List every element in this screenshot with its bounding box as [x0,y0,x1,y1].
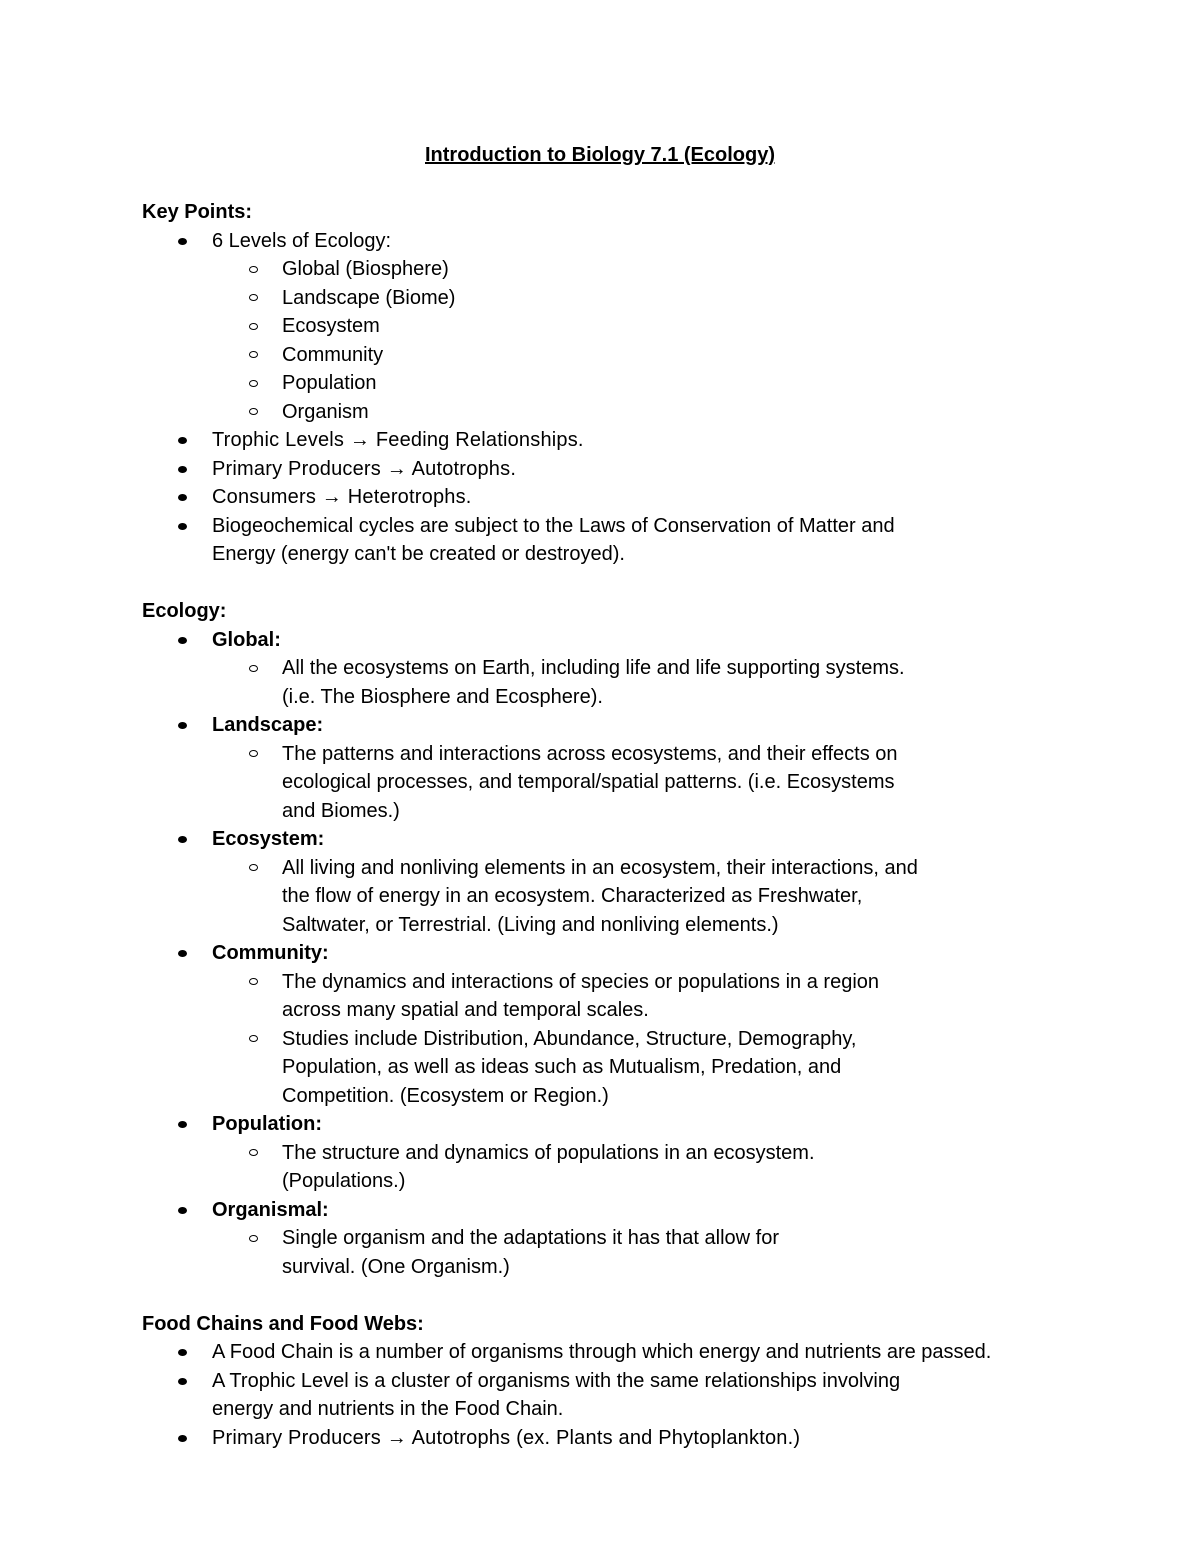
ecology-entry-ecosystem [142,825,1058,939]
food-chains-heading: Food Chains and Food Webs: [142,1312,424,1335]
sub-list-item: All the ecosystems on Earth, including life and life supporting systems. (i.e. The Biosphere and Ecosphere). [212,654,908,711]
sub-list-item: Global (Biosphere) [212,255,1058,284]
levels-label: 6 Levels of Ecology: [212,229,391,252]
sub-list-item: Ecosystem [212,312,1058,341]
term-label: Organismal: [212,1198,329,1221]
notes-sublist [142,740,1058,826]
list-item: Trophic Levels → Feeding Relationships. [142,426,1058,455]
list-item: Primary Producers → Autotrophs. [142,455,1058,484]
ecology-entry-global [142,626,1058,712]
sub-list-item: Community [212,341,1058,370]
sub-list-item: Organism [212,398,1058,427]
list-item: A Food Chain is a number of organisms through which energy and nutrients are passed. [142,1338,1058,1367]
ecology-entry-population [142,1110,1058,1196]
ecology-entry-landscape [142,711,1058,825]
sub-list-item: Landscape (Biome) [212,284,1058,313]
sub-list-item: The structure and dynamics of populations in an ecosystem. (Populations.) [212,1139,918,1196]
term-label: Population: [212,1113,322,1135]
list-item: A Trophic Level is a cluster of organisms with the same relationships involving energy and nutrients in the Food Chain. [142,1367,1058,1424]
key-points-list [142,227,1058,569]
list-item: Consumers → Heterotrophs. [142,483,1058,512]
document-title: Introduction to Biology 7.1 (Ecology) [425,144,775,166]
notes-sublist [142,1139,1058,1196]
list-item: Biogeochemical cycles are subject to the Laws of Conservation of Matter and Energy (energy can't be created or destroyed). [142,512,1058,569]
ecology-entry-community [142,939,1058,1110]
sub-list-item: Population [212,369,1058,398]
sub-list-item: All living and nonliving elements in an ecosystem, their interactions, and the flow of energy in an ecosystem. Characterized as Freshwater, Saltwater, or Terrestrial. (Living and nonliving elements.) [212,854,918,940]
notes-sublist [142,968,1058,1111]
sub-list-item: Single organism and the adaptations it has that allow for survival. (One Organism.) [212,1224,838,1281]
ecology-list [142,626,1058,1282]
notes-sublist [142,654,1058,711]
levels-sublist [142,255,1058,426]
list-item [142,227,1058,427]
notes-sublist [142,1224,1058,1281]
sub-list-item: The patterns and interactions across ecosystems, and their effects on ecological processes, and temporal/spatial patterns. (i.e. Ecosystems and Biomes.) [212,740,918,826]
ecology-heading: Ecology: [142,600,227,622]
key-points-heading: Key Points: [142,201,253,223]
list-item: Primary Producers → Autotrophs (ex. Plants and Phytoplankton.) [142,1424,1058,1453]
sub-list-item: Studies include Distribution, Abundance, Structure, Demography, Population, as well as ideas such as Mutualism, Predation, and Competition. (Ecosystem or Region.) [212,1025,918,1111]
notes-sublist [142,854,1058,940]
term-label: Landscape: [212,714,324,736]
term-label: Global: [212,628,281,651]
food-chains-list [142,1338,1058,1452]
sub-list-item: The dynamics and interactions of species or populations in a region across many spatial and temporal scales. [212,968,918,1025]
ecology-entry-organismal [142,1196,1058,1282]
term-label: Community: [212,942,329,964]
term-label: Ecosystem: [212,828,325,850]
